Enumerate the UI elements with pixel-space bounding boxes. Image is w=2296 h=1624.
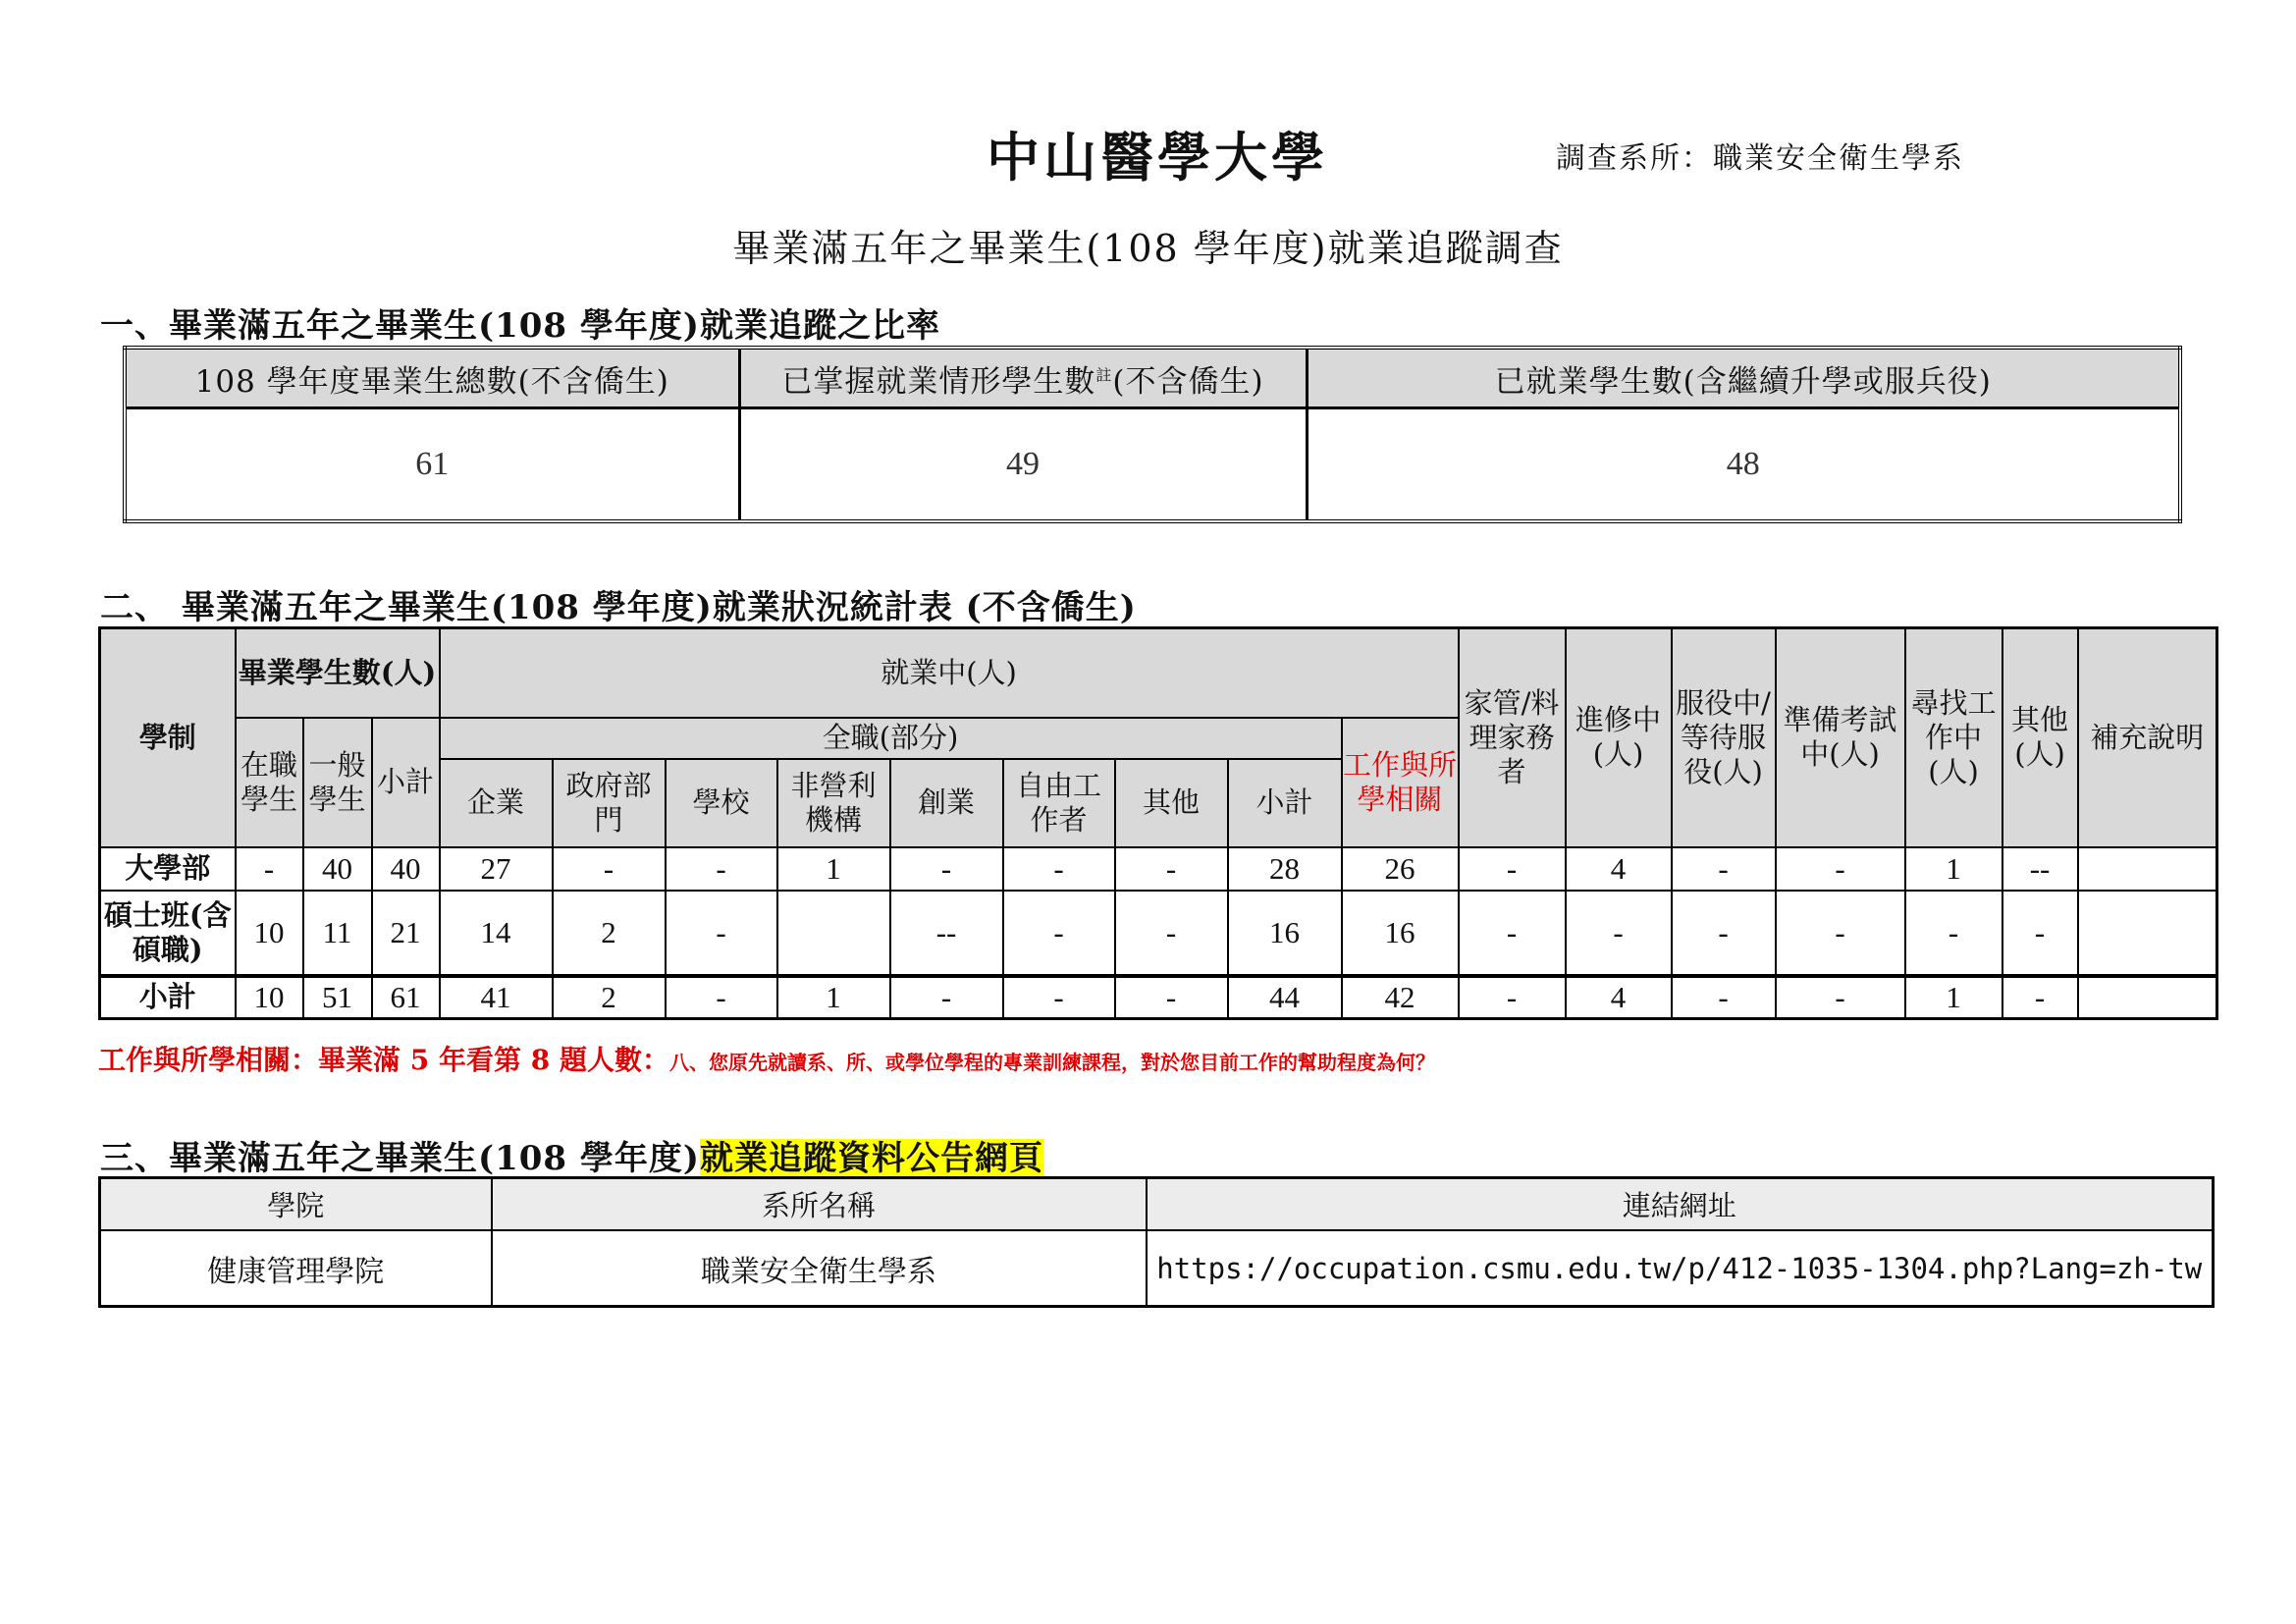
cell: -	[1776, 847, 1905, 891]
header-system: 學制	[100, 628, 236, 847]
cell: 1	[777, 976, 890, 1019]
cell: 40	[372, 847, 440, 891]
value-college: 健康管理學院	[100, 1230, 492, 1307]
cell: -	[1672, 891, 1776, 976]
cell: -	[1115, 976, 1228, 1019]
value-total-graduates: 61	[125, 408, 739, 522]
related-note-question: 八、您原先就讀系、所、或學位學程的專業訓練課程，對於您目前工作的幫助程度為何？	[668, 1051, 1435, 1074]
cell: -	[890, 976, 1003, 1019]
header-military: 服役中/等待服役(人)	[1672, 628, 1776, 847]
header-homemaker: 家管/料理家務者	[1459, 628, 1566, 847]
cell: -	[1003, 891, 1115, 976]
cell: 16	[1228, 891, 1342, 976]
header-exam: 準備考試中(人)	[1776, 628, 1905, 847]
cell: 10	[236, 976, 303, 1019]
header-link: 連結網址	[1147, 1178, 2214, 1231]
header-grad-subtotal: 小計	[372, 718, 440, 847]
header-related: 工作與所學相關	[1342, 718, 1459, 847]
announcement-table	[98, 1176, 2215, 1308]
row-label: 碩士班(含碩職)	[100, 891, 236, 976]
header-seeking: 尋找工作中(人)	[1905, 628, 2002, 847]
header-total-graduates: 108 學年度畢業生總數(不含僑生)	[125, 348, 739, 408]
value-department: 職業安全衛生學系	[492, 1230, 1147, 1307]
cell: -	[1115, 847, 1228, 891]
cell: --	[890, 891, 1003, 976]
cell: 42	[1342, 976, 1459, 1019]
cell	[2078, 891, 2217, 976]
table-row	[100, 891, 2217, 976]
cell: 14	[440, 891, 553, 976]
cell: 40	[303, 847, 372, 891]
section3-heading-text: 三、畢業滿五年之畢業生(108 學年度)	[100, 1139, 700, 1178]
header-government: 政府部門	[553, 759, 666, 847]
header-employed: 就業中(人)	[440, 628, 1459, 718]
cell: 10	[236, 891, 303, 976]
header-known-status: 已掌握就業情形學生數$^註$(不含僑生)	[739, 348, 1307, 408]
header-study: 進修中(人)	[1566, 628, 1672, 847]
cell: 16	[1342, 891, 1459, 976]
value-known-status: 49	[739, 408, 1307, 522]
cell: 44	[1228, 976, 1342, 1019]
header-general: 一般學生	[303, 718, 372, 847]
value-employed: 48	[1307, 408, 2180, 522]
cell: 11	[303, 891, 372, 976]
cell: -	[1566, 891, 1672, 976]
cell: 4	[1566, 976, 1672, 1019]
cell: -	[666, 891, 777, 976]
document-subtitle: 畢業滿五年之畢業生(108 學年度)就業追蹤調查	[732, 227, 1564, 270]
cell: 27	[440, 847, 553, 891]
header-grad-count: 畢業學生數(人)	[236, 628, 440, 718]
related-note-main: 工作與所學相關：畢業滿 5 年看第 8 題人數：	[98, 1044, 669, 1076]
employment-status-table	[98, 626, 2218, 1020]
cell: 1	[1905, 976, 2002, 1019]
cell: -	[1672, 847, 1776, 891]
cell: -	[1776, 976, 1905, 1019]
table-row-subtotal	[100, 976, 2217, 1019]
cell: -	[2002, 976, 2078, 1019]
related-note	[98, 1039, 1435, 1078]
cell: 1	[777, 847, 890, 891]
cell: -	[666, 976, 777, 1019]
cell: -	[1115, 891, 1228, 976]
cell: -	[890, 847, 1003, 891]
cell: 61	[372, 976, 440, 1019]
value-link[interactable]: https://occupation.csmu.edu.tw/p/412-1035-1304.php?Lang=zh-tw	[1147, 1230, 2214, 1307]
cell: 21	[372, 891, 440, 976]
cell: 2	[553, 891, 666, 976]
cell: 4	[1566, 847, 1672, 891]
survey-department: 調查系所：職業安全衛生學系	[1556, 141, 1964, 176]
cell: 51	[303, 976, 372, 1019]
header-college: 學院	[100, 1178, 492, 1231]
header-startup: 創業	[890, 759, 1003, 847]
cell: 28	[1228, 847, 1342, 891]
cell: -	[2002, 891, 2078, 976]
header-others: 其他(人)	[2002, 628, 2078, 847]
cell	[777, 891, 890, 976]
row-label: 小計	[100, 976, 236, 1019]
header-nonprofit: 非營利機構	[777, 759, 890, 847]
header-enterprise: 企業	[440, 759, 553, 847]
header-freelance: 自由工作者	[1003, 759, 1115, 847]
cell: -	[553, 847, 666, 891]
header-other: 其他	[1115, 759, 1228, 847]
cell: -	[236, 847, 303, 891]
cell: 41	[440, 976, 553, 1019]
header-employed: 已就業學生數(含繼續升學或服兵役)	[1307, 348, 2180, 408]
header-school: 學校	[666, 759, 777, 847]
cell: 1	[1905, 847, 2002, 891]
section3-heading	[100, 1131, 1043, 1179]
cell: -	[666, 847, 777, 891]
cell: 2	[553, 976, 666, 1019]
cell: -	[1672, 976, 1776, 1019]
table-row	[100, 847, 2217, 891]
cell: -	[1459, 891, 1566, 976]
header-remarks: 補充說明	[2078, 628, 2217, 847]
cell: -	[1776, 891, 1905, 976]
employment-ratio-table	[123, 346, 2182, 523]
row-label: 大學部	[100, 847, 236, 891]
section2-heading: 二、 畢業滿五年之畢業生(108 學年度)就業狀況統計表 (不含僑生)	[100, 588, 1137, 627]
cell: -	[1459, 976, 1566, 1019]
section1-heading: 一、畢業滿五年之畢業生(108 學年度)就業追蹤之比率	[100, 306, 940, 346]
cell: -	[1459, 847, 1566, 891]
cell: -	[1003, 847, 1115, 891]
header-emp-subtotal: 小計	[1228, 759, 1342, 847]
header-fulltime: 全職(部分)	[440, 718, 1342, 759]
section3-heading-highlight: 就業追蹤資料公告網頁	[699, 1139, 1043, 1178]
header-in-service: 在職學生	[236, 718, 303, 847]
cell	[2078, 847, 2217, 891]
header-department: 系所名稱	[492, 1178, 1147, 1231]
cell: -	[1003, 976, 1115, 1019]
cell	[2078, 976, 2217, 1019]
cell: 26	[1342, 847, 1459, 891]
cell: --	[2002, 847, 2078, 891]
page-title: 中山醫學大學	[987, 126, 1328, 189]
cell: -	[1905, 891, 2002, 976]
